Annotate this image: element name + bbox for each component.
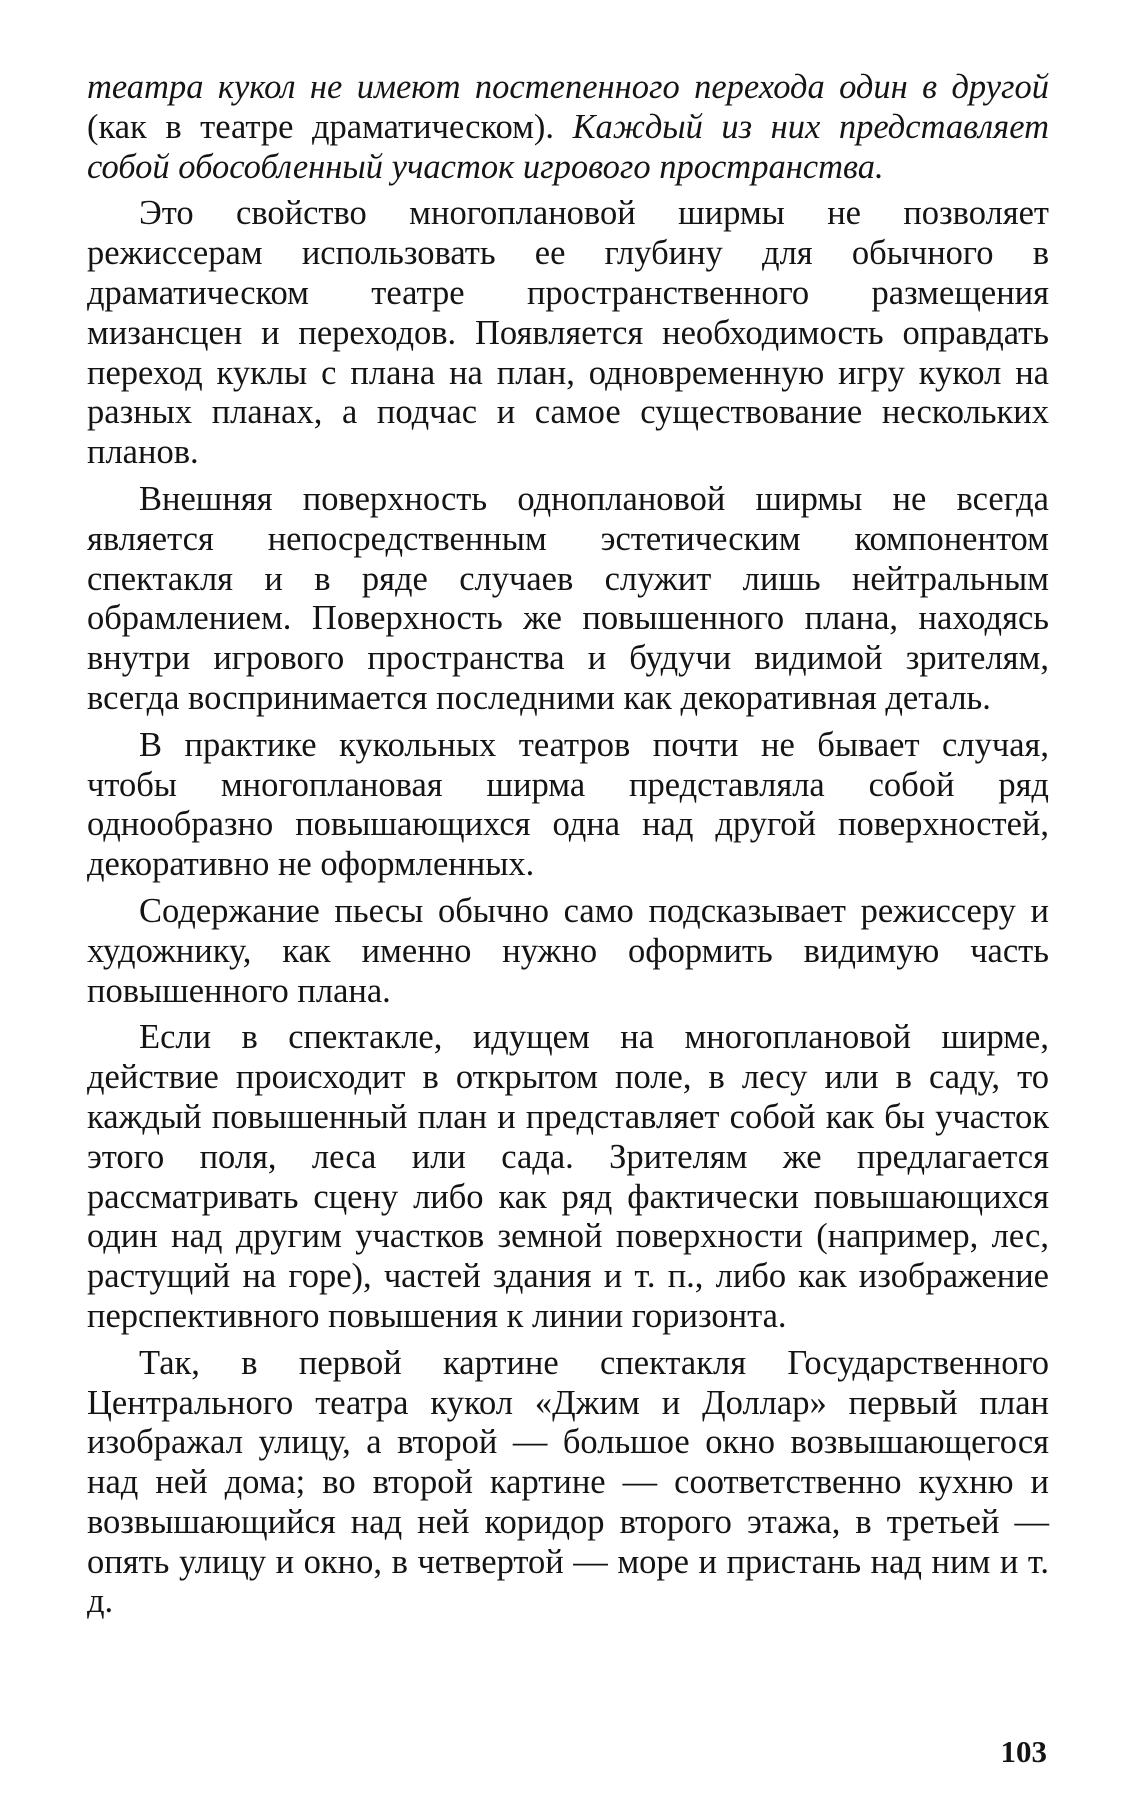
- paragraph: Это свойство многоплановой ширмы не позволяет режиссерам использовать ее глубину для обычного в драматическом театре пространственного размещения мизансцен и переходов. Появляется необходимость оправдать переход куклы с плана на план, одновременную игру кукол на разных планах, а подчас и самое существование нескольких планов.: [87, 194, 1049, 472]
- italic-text: театра кукол не имеют постепенного перехода один в другой: [87, 68, 1049, 106]
- paragraph: Если в спектакле, идущем на многоплановой ширме, действие происходит в открытом поле, в лесу или в саду, то каждый повышенный план и представляет собой как бы участок этого поля, леса или сада. Зрителям же предлагается рассматривать сцену либо как ряд фактически повышающихся один над другим участков земной поверхности (например, лес, растущий на горе), частей здания и т. п., либо как изображение перспективного повышения к линии горизонта.: [87, 1018, 1049, 1335]
- italic-text: Каждый из них представляет собой обособленный участок игрового пространства.: [87, 107, 1049, 186]
- paragraph: Содержание пьесы обычно само подсказывает режиссеру и художнику, как именно нужно оформить видимую часть повышенного плана.: [87, 891, 1049, 1010]
- plain-text: (как в театре драматическом).: [87, 107, 573, 146]
- paragraph-continuation: [87, 68, 1049, 187]
- paragraph: Внешняя поверхность одноплановой ширмы не всегда является непосредственным эстетическим компонентом спектакля и в ряде случаев служит лишь нейтральным обрамлением. Поверхность же повышенного плана, находясь внутри игрового пространства и будучи видимой зрителям, всегда воспринимается последними как декоративная деталь.: [87, 479, 1049, 717]
- paragraph: Так, в первой картине спектакля Государственного Центрального театра кукол «Джим и Доллар» первый план изображал улицу, а второй — большое окно возвышающегося над ней дома; во второй картине — соответственно кухню и возвышающийся над ней коридор второго этажа, в третьей — опять улицу и окно, в четвертой — море и пристань над ним и т. д.: [87, 1343, 1049, 1621]
- paragraph: В практике кукольных театров почти не бывает случая, чтобы многоплановая ширма представляла собой ряд однообразно повышающихся одна над другой поверхностей, декоративно не оформленных.: [87, 725, 1049, 884]
- page-number: 103: [1000, 1734, 1047, 1769]
- page-body: [87, 68, 1049, 1629]
